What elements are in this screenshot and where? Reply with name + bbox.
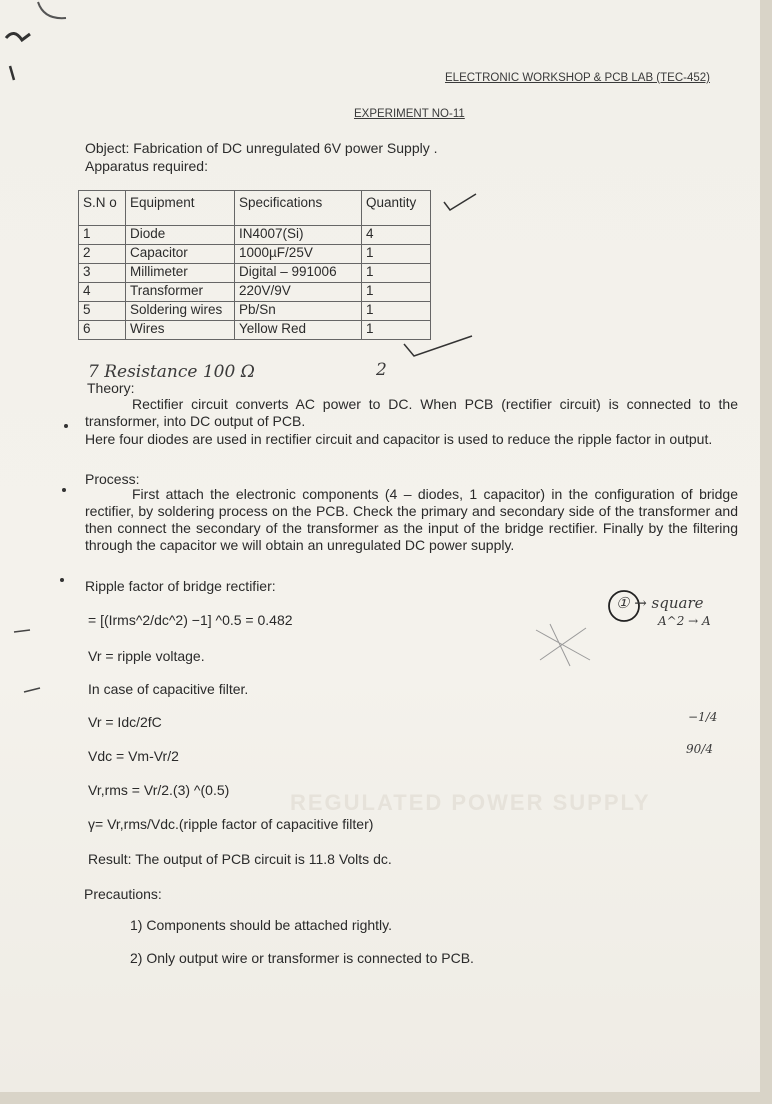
- margin-note-square: ① → square: [616, 594, 704, 612]
- formula-vr: Vr = Idc/2fC: [88, 714, 162, 730]
- cell-equipment: Millimeter: [126, 264, 235, 283]
- handwritten-resistance-qty: 2: [376, 360, 387, 380]
- cell-equipment: Diode: [126, 226, 235, 245]
- formula-vr-rms: Vr,rms = Vr/2.(3) ^(0.5): [88, 782, 230, 798]
- header-specifications: Specifications: [235, 191, 362, 226]
- cell-spec: 1000µF/25V: [235, 245, 362, 264]
- margin-scribble-icon: [0, 0, 80, 90]
- cell-qty: 1: [362, 302, 431, 321]
- cell-spec: 220V/9V: [235, 283, 362, 302]
- header-sno: S.N o: [79, 191, 126, 226]
- header-quantity: Quantity: [362, 191, 431, 226]
- cell-qty: 1: [362, 245, 431, 264]
- formula-vdc: Vdc = Vm-Vr/2: [88, 748, 179, 764]
- apparatus-heading: Apparatus required:: [85, 158, 208, 174]
- theory-paragraph-1: Rectifier circuit converts AC power to DC. When PCB (rectifier circuit) is connected to the transformer, into DC output of PCB.: [85, 396, 738, 429]
- bleed-through-text: REGULATED POWER SUPPLY: [290, 790, 651, 815]
- cell-sno: 5: [79, 302, 126, 321]
- table-row: [79, 245, 431, 264]
- precaution-item: 1) Components should be attached rightly.: [130, 917, 393, 933]
- margin-fraction-1: −1/4: [688, 710, 718, 724]
- cell-qty: 4: [362, 226, 431, 245]
- cell-sno: 3: [79, 264, 126, 283]
- cell-spec: Pb/Sn: [235, 302, 362, 321]
- object-line: Object: Fabrication of DC unregulated 6V power Supply .: [85, 140, 438, 156]
- margin-note-a-squared: A^2 → A: [658, 614, 711, 628]
- handwritten-resistance-row: 7 Resistance 100 Ω: [88, 362, 255, 382]
- formula-capacitive-case: In case of capacitive filter.: [88, 681, 249, 697]
- cell-sno: 6: [79, 321, 126, 340]
- ripple-heading: Ripple factor of bridge rectifier:: [85, 578, 276, 594]
- cell-spec: Yellow Red: [235, 321, 362, 340]
- experiment-number: EXPERIMENT NO-11: [354, 108, 465, 120]
- cell-sno: 4: [79, 283, 126, 302]
- cell-sno: 2: [79, 245, 126, 264]
- precautions-heading: Precautions:: [84, 886, 162, 902]
- cell-spec: IN4007(Si): [235, 226, 362, 245]
- header-equipment: Equipment: [126, 191, 235, 226]
- cell-equipment: Wires: [126, 321, 235, 340]
- process-paragraph: First attach the electronic components (4 – diodes, 1 capacitor) in the configuration of bridge rectifier, by soldering process on the PCB. Check the primary and secondary side of the transformer and then connect the secondary of the transformer as the input of the bridge rectifier. Finally by the filtering through the capacitor we will obtain an unregulated DC power supply.: [85, 486, 738, 553]
- formula-ripple-factor: = [(Irms^2/dc^2) −1] ^0.5 = 0.482: [88, 612, 293, 628]
- process-heading: Process:: [85, 471, 140, 487]
- margin-fraction-2: 90/4: [686, 742, 713, 756]
- precaution-item: 2) Only output wire or transformer is connected to PCB.: [130, 950, 474, 966]
- theory-paragraph-2: Here four diodes are used in rectifier circuit and capacitor is used to reduce the ripple factor in output.: [85, 431, 713, 447]
- cell-qty: 1: [362, 283, 431, 302]
- margin-marks-icon: [10, 410, 80, 710]
- table-row: [79, 283, 431, 302]
- cell-spec: Digital – 991006: [235, 264, 362, 283]
- check-mark-icon: [440, 190, 480, 214]
- cell-equipment: Soldering wires: [126, 302, 235, 321]
- cell-qty: 1: [362, 264, 431, 283]
- pencil-sketch-icon: [530, 620, 600, 670]
- cell-equipment: Capacitor: [126, 245, 235, 264]
- formula-gamma: γ= Vr,rms/Vdc.(ripple factor of capacitive filter): [88, 816, 374, 832]
- lab-title: ELECTRONIC WORKSHOP & PCB LAB (TEC-452): [445, 72, 710, 84]
- apparatus-table: [78, 190, 431, 340]
- table-row: [79, 321, 431, 340]
- result-line: Result: The output of PCB circuit is 11.8 Volts dc.: [88, 851, 392, 867]
- cell-sno: 1: [79, 226, 126, 245]
- table-row: [79, 302, 431, 321]
- cell-qty: 1: [362, 321, 431, 340]
- table-row: [79, 264, 431, 283]
- cell-equipment: Transformer: [126, 283, 235, 302]
- check-mark-icon: [400, 330, 475, 360]
- formula-vr-definition: Vr = ripple voltage.: [88, 648, 205, 664]
- theory-heading: Theory:: [87, 380, 135, 396]
- table-row: [79, 226, 431, 245]
- table-header-row: [79, 191, 431, 226]
